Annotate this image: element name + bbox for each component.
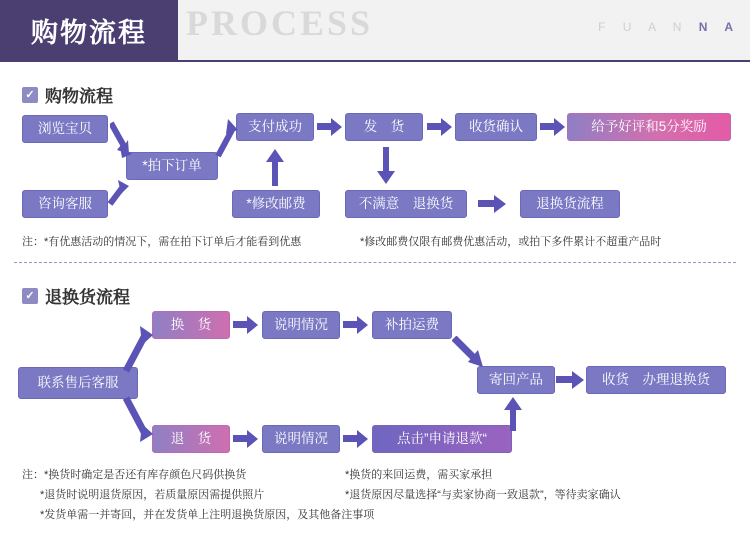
box-modify-shipping-fee[interactable]: *修改邮费 <box>232 190 320 218</box>
box-place-order[interactable]: *拍下订单 <box>126 152 218 180</box>
arrow-browse-to-order <box>110 120 134 164</box>
arrow-consult-to-order <box>108 180 130 206</box>
note-shopping-2: *修改邮费仅限有邮费优惠活动，或拍下多件累计不超重产品时 <box>360 236 662 248</box>
box-receive-and-process[interactable]: 收货 办理退换货 <box>586 366 726 394</box>
page-subtitle: PROCESS <box>186 3 374 43</box>
note-return-right-2: *退货原因尽量选择“与卖家协商一致退款”，等待卖家确认 <box>345 489 621 501</box>
arrow-pay-to-ship <box>317 117 343 137</box>
box-give-review-reward[interactable]: 给予好评和5分奖励 <box>567 113 731 141</box>
section-divider <box>14 262 736 263</box>
box-apply-refund[interactable]: 点击”申请退款“ <box>372 425 512 453</box>
box-dissatisfied-return[interactable]: 不满意 退换货 <box>345 190 467 218</box>
section-title-shopping-label: 购物流程 <box>45 87 113 106</box>
note-return-left-3: *发货单需一并寄回，并在发货单上注明退换货原因，及其他备注事项 <box>40 509 375 521</box>
arrow-confirm-to-reward <box>540 117 566 137</box>
arrow-ship-to-confirm <box>427 117 453 137</box>
box-contact-after-sales[interactable]: 联系售后客服 <box>18 367 138 399</box>
arrow-send-back-to-receive <box>556 370 586 390</box>
box-refund[interactable]: 退 货 <box>152 425 230 453</box>
page-header <box>0 0 750 60</box>
box-pay-success[interactable]: 支付成功 <box>236 113 314 141</box>
page-title: 购物流程 <box>0 0 178 60</box>
box-exchange-explain[interactable]: 说明情况 <box>262 311 340 339</box>
note-return-left-2: *退货时说明退货原因，若质量原因需提供照片 <box>40 489 265 501</box>
brand-watermark <box>598 20 740 34</box>
arrow-modify-fee-up <box>265 148 285 188</box>
box-refund-explain[interactable]: 说明情况 <box>262 425 340 453</box>
box-extra-shipping-fee[interactable]: 补拍运费 <box>372 311 452 339</box>
arrow-exchange-to-explain <box>233 315 259 335</box>
check-icon-2: ✓ <box>22 288 38 304</box>
box-browse-items[interactable]: 浏览宝贝 <box>22 115 108 143</box>
arrow-dissatisfied-to-return-flow <box>478 194 508 214</box>
check-icon: ✓ <box>22 87 38 103</box>
arrow-extra-fee-to-send-back <box>452 336 488 372</box>
arrow-ship-to-dissatisfied <box>376 146 396 186</box>
section-title-return <box>22 283 130 308</box>
brand-watermark-part2: N A <box>698 20 740 34</box>
arrow-contact-to-refund <box>122 396 154 444</box>
note-shopping-1: 注：*有优惠活动的情况下，需在拍下订单后才能看到优惠 <box>22 236 302 248</box>
section-title-return-label: 退换货流程 <box>45 288 130 307</box>
arrow-explain-to-apply-refund <box>343 429 369 449</box>
box-return-flow[interactable]: 退换货流程 <box>520 190 620 218</box>
arrow-contact-to-exchange <box>122 325 154 373</box>
brand-watermark-part1: F U A N <box>598 20 689 34</box>
arrow-refund-to-explain <box>233 429 259 449</box>
section-title-shopping <box>22 82 113 107</box>
arrow-order-to-pay <box>214 116 240 160</box>
box-send-back-product[interactable]: 寄回产品 <box>477 366 555 394</box>
header-divider <box>0 60 750 62</box>
note-return-right-1: *换货的来回运费，需买家承担 <box>345 469 493 481</box>
box-consult-service[interactable]: 咨询客服 <box>22 190 108 218</box>
box-confirm-receipt[interactable]: 收货确认 <box>455 113 537 141</box>
note-return-left-1: 注：*换货时确定是否还有库存颜色尺码供换货 <box>22 469 247 481</box>
box-ship-goods[interactable]: 发 货 <box>345 113 423 141</box>
arrow-explain-to-extra-fee <box>343 315 369 335</box>
box-exchange[interactable]: 换 货 <box>152 311 230 339</box>
arrow-apply-refund-to-send-back <box>502 396 524 432</box>
